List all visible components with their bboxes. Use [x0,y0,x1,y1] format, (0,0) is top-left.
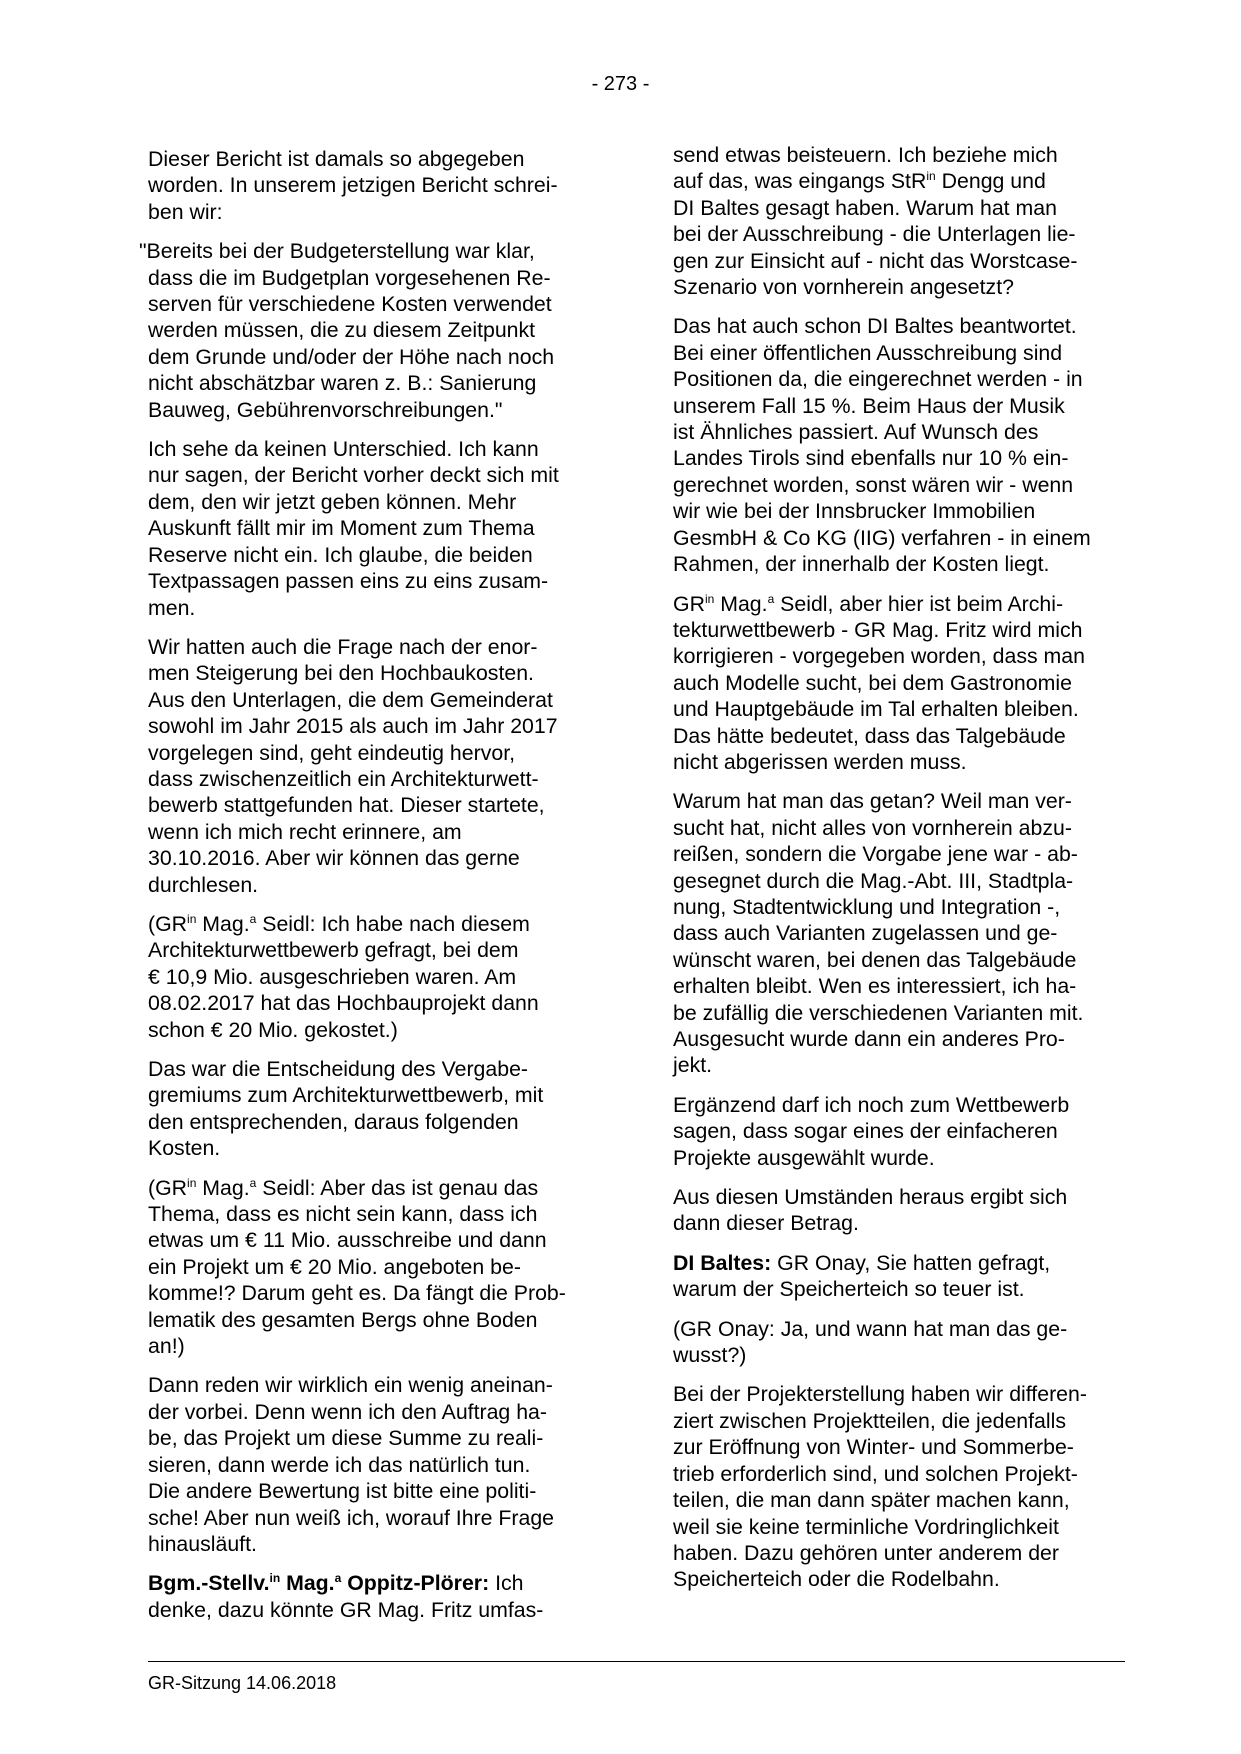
competition-text: Seidl, aber hier ist beim Archi- tekturwettbewerb - GR Mag. Fritz wird mich korrigieren - vorgegeben worden, dass man auch Modelle sucht, bei dem Gastronomie und Hauptgebäude im Tal erhalten bleiben. Das hätte bedeutet, dass das Talgebäude nicht abgerissen werden muss. [673,591,1085,774]
interjection-text: Seidl: Ich habe nach diesem Architekturwettbewerb gefragt, bei dem € 10,9 Mio. ausgeschrieben waren. Am 08.02.2017 hat das Hochbauprojekt dann schon € 20 Mio. gekostet.) [148,911,539,1042]
interjection-text: Seidl: Aber das ist genau das Thema, dass es nicht sein kann, dass ich etwas um € 11 Mio. ausschreibe und dann ein Projekt um € 20 Mio. angeboten be- komme!? Darum geht es. Da fängt die Prob- lematik des gesamten Bergs ohne Boden an!) [148,1175,566,1359]
superscript-in: in [704,591,715,606]
speech-text: Ich denke, dazu könnte GR Mag. Fritz umfas- [148,1571,544,1622]
paragraph-circumstances: Aus diesen Umständen heraus ergibt sich dann dieser Betrag. [673,1185,1068,1236]
paragraph-competition [673,591,1123,776]
superscript-in: in [269,1571,281,1586]
superscript-in: in [926,169,936,184]
paragraph-quote: "Bereits bei der Budgeterstellung war klar, dass die im Budgetplan vorgesehenen Re- serven für verschiedene Kosten verwendet werden müssen, die zu diesem Zeitpunkt dem Grunde und/oder der Höhe nach noch nicht abschätzbar waren z. B.: Sanierung Bauweg, Gebührenvorschreibungen." [139,239,555,422]
paragraph-supplement: Ergänzend darf ich noch zum Wettbewerb sagen, dass sogar eines der einfacheren Projekte ausgewählt wurde. [673,1092,1070,1170]
footer-rule [148,1661,1125,1662]
left-column [139,146,598,1636]
right-column [673,143,1123,1606]
paragraph-interjection-seidl-2 [148,1175,598,1360]
paragraph-oppitz-ploerer [148,1570,598,1623]
paragraph-decision: Das war die Entscheidung des Vergabe- gremiums zum Architekturwettbewerb, mit den entsprechenden, daraus folgenden Kosten. [148,1057,544,1161]
interjection-open: (GR [148,1175,188,1200]
superscript-a: a [249,911,257,926]
paragraph-baltes [673,1250,1123,1303]
superscript-in: in [187,1175,197,1190]
continuation-text: send etwas beisteuern. Ich beziehe mich auf das, was eingangs StR [673,143,1058,194]
superscript-a: a [334,1571,342,1586]
paragraph-building-costs: Wir hatten auch die Frage nach der enor- men Steigerung bei den Hochbaukosten. Aus den Unterlagen, die dem Gemeinderat sowohl im Jahr 2015 als auch im Jahr 2017 vorgelegen sind, geht eindeutig hervor, dass zwischenzeitlich ein Architekturwett- bewerb stattgefunden hat. Dieser startete, wenn ich mich recht erinnere, am 30.10.2016. Aber wir können das gerne durchlesen. [148,634,558,897]
title-mag: Mag. [714,591,768,616]
speaker-surname: Oppitz-Plörer: [341,1571,490,1596]
paragraph-why: Warum hat man das getan? Weil man ver- sucht hat, nicht alles von vornherein abzu- reißen, sondern die Vorgabe jene war - ab- gesegnet durch die Mag.-Abt. III, Stadtpla- nung, Stadtentwicklung und Integration -, dass auch Varianten zugelassen und ge- wünscht waren, bei denen das Talgebäude erhalten bleibt. Wen es interessiert, ich ha- be zufällig die verschiedenen Varianten mit. Ausgesucht wurde dann ein anderes Pro- jekt. [673,789,1084,1078]
paragraph-report-intro: Dieser Bericht ist damals so abgegeben worden. In unserem jetzigen Bericht schrei- ben wir: [148,147,558,224]
addressee-gr: GR [673,591,705,616]
superscript-a: a [249,1175,257,1190]
superscript-in: in [187,911,197,926]
speaker-title: Bgm.-Stellv. [148,1571,270,1596]
paragraph-interjection-onay: (GR Onay: Ja, und wann hat man das ge- wusst?) [673,1316,1068,1368]
paragraph-no-difference: Ich sehe da keinen Unterschied. Ich kann nur sagen, der Bericht vorher deckt sich mit dem, den wir jetzt geben können. Mehr Auskunft fällt mir im Moment zum Thema Reserve nicht ein. Ich glaube, die beiden Textpassagen passen eins zu eins zusam- men. [148,437,559,620]
continuation-text-end: Dengg und DI Baltes gesagt haben. Warum hat man bei der Ausschreibung - die Unterlagen lie- gen zur Einsicht auf - nicht das Worstcase- Szenario von vornherein angesetzt? [673,169,1078,300]
speaker-name [148,1571,489,1595]
paragraph-continuation [673,142,1123,300]
paragraph-talking-past: Dann reden wir wirklich ein wenig aneinan- der vorbei. Denn wenn ich den Auftrag ha- be, das Projekt um diese Summe zu reali- sieren, dann werde ich das natürlich tun. Die andere Bewertung ist bitte eine politi- sche! Aber nun weiß ich, worauf Ihre Frage hinausläuft. [148,1373,555,1556]
paragraph-tender: Das hat auch schon DI Baltes beantwortet. Bei einer öffentlichen Ausschreibung sind Positionen da, die eingerechnet werden - in unserem Fall 15 %. Beim Haus der Musik ist Ähnliches passiert. Auf Wunsch des Landes Tirols sind ebenfalls nur 10 % ein- gerechnet worden, sonst wären wir - wenn wir wie bei der Innsbrucker Immobilien GesmbH & Co KG (IIG) verfahren - in einem Rahmen, der innerhalb der Kosten liegt. [673,314,1091,577]
speaker-mag: Mag. [280,1571,335,1596]
paragraph-project-parts: Bei der Projekterstellung haben wir differen- ziert zwischen Projektteilen, die jedenfalls zur Eröffnung von Winter- und Sommerbe- trieb erforderlich sind, und solchen Projekt- teilen, die man dann später machen kann, weil sie keine terminliche Vordringlichkeit haben. Dazu gehören unter anderem der Speicherteich oder die Rodelbahn. [673,1382,1087,1592]
interjection-open: (GR [148,911,188,936]
speaker-name: DI Baltes: [673,1250,772,1275]
superscript-a: a [767,591,775,606]
paragraph-interjection-seidl-1 [148,911,598,1043]
footer-session-date: GR-Sitzung 14.06.2018 [148,1673,337,1693]
speech-text: GR Onay, Sie hatten gefragt, warum der Speicherteich so teuer ist. [673,1250,1051,1302]
title-mag: Mag. [196,911,250,936]
title-mag: Mag. [196,1175,250,1200]
page-number: - 273 - [591,73,650,95]
